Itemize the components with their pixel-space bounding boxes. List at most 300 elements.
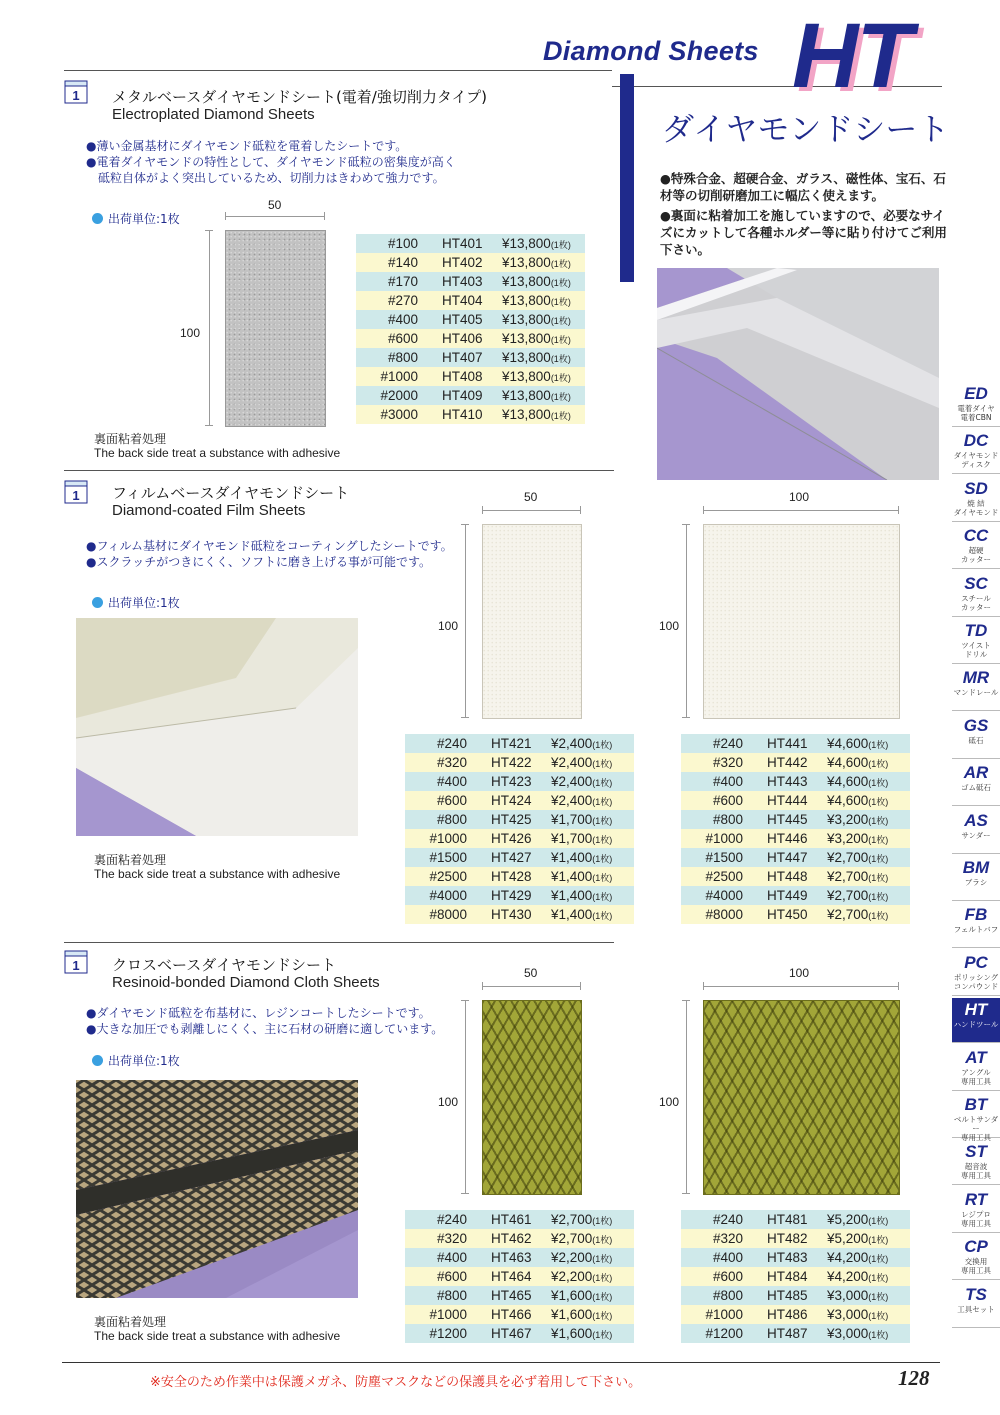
grit-cell: #800 <box>356 348 418 367</box>
price-cell <box>494 367 585 386</box>
code-cell: HT446 <box>743 829 819 848</box>
code-cell: HT401 <box>418 234 494 253</box>
price-unit: (1枚) <box>550 259 571 269</box>
price-cell <box>543 848 634 867</box>
sidebar-code: HT <box>964 1000 988 1020</box>
price-value: ¥1,600 <box>551 1326 593 1341</box>
dim-line <box>686 1000 687 1194</box>
grit-cell: #800 <box>681 1286 743 1305</box>
section-rule <box>64 942 614 943</box>
grit-cell: #1500 <box>681 848 743 867</box>
dim-tick <box>482 506 483 514</box>
sidebar-item-ht[interactable] <box>952 998 1000 1043</box>
code-cell: HT442 <box>743 753 819 772</box>
price-row <box>681 1248 910 1267</box>
code-cell: HT483 <box>743 1248 819 1267</box>
film-photo <box>76 618 358 836</box>
desc-line: ●薄い金属基材にダイヤモンド砥粒を電着したシートです。 <box>86 139 408 153</box>
price-unit: (1枚) <box>550 411 571 421</box>
desc-line: ●大きな加圧でも剥離しにくく、主に石材の研磨に適しています。 <box>86 1022 444 1036</box>
grit-cell: #400 <box>356 310 418 329</box>
section-number: 1 <box>72 488 80 503</box>
bullet-dot-icon <box>92 1055 103 1066</box>
dim-tick <box>682 717 690 718</box>
price-row <box>356 234 585 253</box>
price-value: ¥13,800 <box>502 293 551 308</box>
price-unit: (1枚) <box>868 892 889 902</box>
section-title-en: Electroplated Diamond Sheets <box>112 106 315 123</box>
price-unit: (1枚) <box>868 1330 889 1340</box>
grit-cell: #320 <box>405 1229 467 1248</box>
backside-note-jp: 裏面粘着処理 <box>94 853 167 867</box>
code-cell: HT448 <box>743 867 819 886</box>
price-unit: (1枚) <box>868 1273 889 1283</box>
code-cell: HT405 <box>418 310 494 329</box>
sidebar-item-pc[interactable] <box>952 951 1000 996</box>
price-row <box>405 1324 634 1343</box>
sidebar-item-bm[interactable] <box>952 856 1000 901</box>
sample-sheet-cloth <box>482 1000 582 1195</box>
section-description <box>86 1005 466 1037</box>
grit-cell: #4000 <box>681 886 743 905</box>
price-value: ¥4,600 <box>827 793 869 808</box>
grit-cell: #800 <box>405 1286 467 1305</box>
sidebar-item-st[interactable] <box>952 1140 1000 1185</box>
grit-cell: #2500 <box>405 867 467 886</box>
shipping-unit-text: 出荷単位:1枚 <box>108 596 180 610</box>
price-row <box>405 753 634 772</box>
price-unit: (1枚) <box>868 797 889 807</box>
sidebar-label: ゴム砥石 <box>961 783 991 793</box>
price-cell <box>494 291 585 310</box>
dim-line <box>703 986 899 987</box>
code-cell: HT428 <box>467 867 543 886</box>
sidebar-item-fb[interactable] <box>952 903 1000 948</box>
grit-cell: #1200 <box>405 1324 467 1343</box>
grit-cell: #8000 <box>405 905 467 924</box>
page-number: 128 <box>898 1366 930 1390</box>
grit-cell: #320 <box>681 1229 743 1248</box>
price-unit: (1枚) <box>592 911 613 921</box>
section-description <box>86 538 466 570</box>
sidebar-item-ar[interactable] <box>952 761 1000 806</box>
grit-cell: #600 <box>405 791 467 810</box>
code-cell: HT407 <box>418 348 494 367</box>
price-unit: (1枚) <box>868 835 889 845</box>
price-cell <box>494 253 585 272</box>
price-value: ¥2,400 <box>551 774 593 789</box>
code-cell: HT424 <box>467 791 543 810</box>
section-title-en: Diamond-coated Film Sheets <box>112 502 306 519</box>
price-value: ¥3,000 <box>827 1326 869 1341</box>
grit-cell: #600 <box>405 1267 467 1286</box>
price-cell <box>543 905 634 924</box>
price-unit: (1枚) <box>550 316 571 326</box>
dim-tick <box>205 230 213 231</box>
code-cell: HT485 <box>743 1286 819 1305</box>
sidebar-item-ed[interactable] <box>952 382 1000 427</box>
price-cell <box>543 829 634 848</box>
price-row <box>681 886 910 905</box>
sidebar-label: 超音波 専用工具 <box>961 1162 991 1181</box>
grit-cell: #1200 <box>681 1324 743 1343</box>
sidebar-code: ST <box>965 1142 987 1162</box>
price-cell <box>543 1210 634 1229</box>
code-cell: HT487 <box>743 1324 819 1343</box>
code-cell: HT444 <box>743 791 819 810</box>
price-cell <box>819 1229 910 1248</box>
price-value: ¥13,800 <box>502 312 551 327</box>
code-cell: HT406 <box>418 329 494 348</box>
price-row <box>681 1267 910 1286</box>
dim-tick <box>682 1193 690 1194</box>
sidebar-label: スチール カッター <box>961 593 991 612</box>
sidebar-item-as[interactable] <box>952 809 1000 854</box>
grit-cell: #100 <box>356 234 418 253</box>
sidebar-label: アングル 専用工具 <box>961 1067 991 1086</box>
footer-rule <box>62 1362 940 1363</box>
section-description <box>86 138 566 186</box>
sidebar-label: ダイヤモンド ディスク <box>953 451 999 470</box>
price-cell <box>819 1248 910 1267</box>
section-number: 1 <box>72 88 80 103</box>
dim-width: 100 <box>789 490 810 504</box>
bullet-dot-icon <box>92 597 103 608</box>
price-value: ¥2,400 <box>551 755 593 770</box>
sidebar-code: BM <box>962 858 990 877</box>
price-unit: (1枚) <box>868 778 889 788</box>
grit-cell: #240 <box>405 734 467 753</box>
desc-line: ●電着ダイヤモンドの特性として、ダイヤモンド砥粒の密集度が高く <box>86 155 456 169</box>
price-value: ¥4,600 <box>827 774 869 789</box>
backside-note-jp: 裏面粘着処理 <box>94 432 167 446</box>
price-row <box>681 848 910 867</box>
sidebar-label: ハンドツール <box>953 1020 999 1030</box>
price-row <box>681 1324 910 1343</box>
price-row <box>356 386 585 405</box>
code-cell: HT462 <box>467 1229 543 1248</box>
code-cell: HT463 <box>467 1248 543 1267</box>
price-table <box>405 1210 634 1343</box>
price-unit: (1枚) <box>868 1235 889 1245</box>
price-row <box>405 1267 634 1286</box>
dim-line <box>482 510 581 511</box>
sidebar-item-bt[interactable] <box>952 1093 1000 1142</box>
price-table <box>405 734 634 924</box>
sidebar-item-gs[interactable] <box>952 714 1000 759</box>
price-unit: (1枚) <box>592 740 613 750</box>
feature-bullet: ●裏面に粘着加工を施していますので、必要なサイズにカットして各種ホルダー等に貼り付けてご利用下さい。 <box>660 208 947 257</box>
price-cell <box>543 1286 634 1305</box>
code-cell: HT443 <box>743 772 819 791</box>
price-unit: (1枚) <box>592 1311 613 1321</box>
price-unit: (1枚) <box>592 1330 613 1340</box>
code-cell: HT441 <box>743 734 819 753</box>
price-unit: (1枚) <box>592 1235 613 1245</box>
price-cell <box>543 1248 634 1267</box>
price-unit: (1枚) <box>592 778 613 788</box>
grit-cell: #600 <box>356 329 418 348</box>
sidebar-label: 交換用 専用工具 <box>961 1257 991 1276</box>
sidebar-item-td[interactable] <box>952 619 1000 664</box>
code-cell: HT421 <box>467 734 543 753</box>
price-cell <box>819 905 910 924</box>
price-row <box>405 1305 634 1324</box>
price-value: ¥3,000 <box>827 1288 869 1303</box>
price-cell <box>819 1210 910 1229</box>
section-number-icon <box>64 480 88 502</box>
price-value: ¥2,400 <box>551 793 593 808</box>
sidebar-code: SD <box>964 478 988 498</box>
sidebar-label: ブラシ <box>964 878 988 887</box>
price-cell <box>494 405 585 424</box>
price-cell <box>494 386 585 405</box>
code-cell: HT404 <box>418 291 494 310</box>
price-cell <box>819 810 910 829</box>
price-table <box>681 734 910 924</box>
price-cell <box>543 772 634 791</box>
sidebar-label: 砥石 <box>968 735 984 745</box>
sidebar-item-dc[interactable] <box>952 429 1000 474</box>
sidebar-item-cc[interactable] <box>952 524 1000 569</box>
price-unit: (1枚) <box>550 297 571 307</box>
code-cell: HT409 <box>418 386 494 405</box>
sample-sheet-cloth-large <box>703 1000 900 1195</box>
dim-tick <box>461 524 469 525</box>
code-cell: HT449 <box>743 886 819 905</box>
price-row <box>681 905 910 924</box>
sidebar-code: PC <box>964 952 988 972</box>
price-unit: (1枚) <box>592 797 613 807</box>
price-value: ¥13,800 <box>502 255 551 270</box>
section-number-icon <box>64 80 88 102</box>
price-unit: (1枚) <box>868 873 889 883</box>
section-title-jp: フィルムベースダイヤモンドシート <box>112 484 350 502</box>
price-value: ¥4,200 <box>827 1269 869 1284</box>
code-cell: HT430 <box>467 905 543 924</box>
price-row <box>681 791 910 810</box>
dim-tick <box>703 982 704 990</box>
dim-width: 50 <box>524 490 538 504</box>
product-title-jp: ダイヤモンドシート <box>662 110 950 148</box>
sidebar-label: サンダー <box>961 830 991 840</box>
shipping-unit-text: 出荷単位:1枚 <box>108 212 180 226</box>
price-value: ¥5,200 <box>827 1212 869 1227</box>
price-unit: (1枚) <box>550 335 571 345</box>
dim-line <box>225 216 325 217</box>
grit-cell: #400 <box>405 772 467 791</box>
price-cell <box>819 829 910 848</box>
dim-line <box>482 986 581 987</box>
price-cell <box>543 753 634 772</box>
price-value: ¥2,700 <box>827 888 869 903</box>
price-row <box>356 405 585 424</box>
sidebar-item-sd[interactable] <box>952 477 1000 522</box>
desc-line: ●スクラッチがつきにくく、ソフトに磨き上げる事が可能です。 <box>86 555 432 569</box>
price-table <box>356 234 585 424</box>
price-row <box>356 253 585 272</box>
hero-photo <box>657 268 939 480</box>
price-unit: (1枚) <box>868 911 889 921</box>
price-value: ¥13,800 <box>502 388 551 403</box>
shipping-unit-text: 出荷単位:1枚 <box>108 1054 180 1068</box>
section-rule <box>64 470 614 471</box>
sample-sheet-film-large <box>703 524 900 719</box>
code-cell: HT425 <box>467 810 543 829</box>
grit-cell: #4000 <box>405 886 467 905</box>
price-row <box>356 367 585 386</box>
code-cell: HT447 <box>743 848 819 867</box>
price-cell <box>819 1286 910 1305</box>
feature-bullet: ●特殊合金、超硬合金、ガラス、磁性体、宝石、石材等の切削研磨加工に幅広く使えます。 <box>660 171 946 203</box>
desc-line: 砥粒自体がよく突出しているため、切削力はきわめて強力です。 <box>86 171 445 185</box>
cloth-photo <box>76 1080 358 1298</box>
desc-line: ●フィルム基材にダイヤモンド砥粒をコーティングしたシートです。 <box>86 539 453 553</box>
section-number-icon <box>64 950 88 972</box>
code-cell: HT403 <box>418 272 494 291</box>
price-value: ¥13,800 <box>502 274 551 289</box>
sidebar-code: DC <box>963 431 989 451</box>
price-value: ¥3,200 <box>827 812 869 827</box>
dim-line <box>209 230 210 426</box>
price-row <box>681 772 910 791</box>
code-cell: HT450 <box>743 905 819 924</box>
dim-width: 100 <box>789 966 810 980</box>
code-cell: HT467 <box>467 1324 543 1343</box>
price-row <box>405 867 634 886</box>
price-value: ¥13,800 <box>502 369 551 384</box>
dim-width: 50 <box>524 966 538 980</box>
safety-note: ※安全のため作業中は保護メガネ、防塵マスクなどの保護具を必ず着用して下さい。 <box>150 1375 642 1390</box>
feature-bullets <box>660 170 950 261</box>
price-row <box>681 829 910 848</box>
price-unit: (1枚) <box>592 835 613 845</box>
code-cell: HT481 <box>743 1210 819 1229</box>
desc-line: ●ダイヤモンド砥粒を布基材に、レジンコートしたシートです。 <box>86 1006 431 1020</box>
sidebar-label: ベルトサンダー 専用工具 <box>953 1115 999 1142</box>
grit-cell: #240 <box>405 1210 467 1229</box>
grit-cell: #1000 <box>405 1305 467 1324</box>
price-row <box>356 310 585 329</box>
sidebar-item-ts[interactable] <box>952 1283 1000 1328</box>
sidebar-item-mr[interactable] <box>952 666 1000 711</box>
price-unit: (1枚) <box>868 759 889 769</box>
price-cell <box>543 810 634 829</box>
price-value: ¥5,200 <box>827 1231 869 1246</box>
sidebar-code: GS <box>963 715 989 735</box>
grit-cell: #320 <box>405 753 467 772</box>
grit-cell: #1500 <box>405 848 467 867</box>
price-row <box>405 810 634 829</box>
price-unit: (1枚) <box>592 816 613 826</box>
sidebar-item-sc[interactable] <box>952 572 1000 617</box>
price-cell <box>819 867 910 886</box>
sidebar-code: MR <box>962 668 990 688</box>
dim-height: 100 <box>438 1095 459 1109</box>
accent-bar <box>620 74 634 282</box>
price-unit: (1枚) <box>550 278 571 288</box>
bullet-dot-icon <box>92 213 103 224</box>
sidebar-label: ポリッシング コンパウンド <box>953 972 999 991</box>
price-row <box>405 734 634 753</box>
price-row <box>356 348 585 367</box>
dim-tick <box>461 1000 469 1001</box>
grit-cell: #400 <box>405 1248 467 1267</box>
price-cell <box>819 1305 910 1324</box>
section-title-jp: クロスベースダイヤモンドシート <box>112 956 336 974</box>
code-cell: HT429 <box>467 886 543 905</box>
grit-cell: #800 <box>405 810 467 829</box>
shipping-unit <box>92 594 180 611</box>
grit-cell: #1000 <box>356 367 418 386</box>
code-cell: HT423 <box>467 772 543 791</box>
price-unit: (1枚) <box>592 759 613 769</box>
price-row <box>405 1210 634 1229</box>
price-unit: (1枚) <box>550 373 571 383</box>
code-cell: HT464 <box>467 1267 543 1286</box>
price-value: ¥2,700 <box>827 869 869 884</box>
price-value: ¥3,000 <box>827 1307 869 1322</box>
price-unit: (1枚) <box>592 1254 613 1264</box>
code-cell: HT410 <box>418 405 494 424</box>
code-cell: HT445 <box>743 810 819 829</box>
grit-cell: #240 <box>681 1210 743 1229</box>
price-value: ¥1,400 <box>551 907 593 922</box>
dim-line <box>703 510 899 511</box>
sidebar-code: TS <box>965 1284 987 1304</box>
sidebar-label: 工具セット <box>957 1304 995 1314</box>
dim-line <box>465 1000 466 1194</box>
price-unit: (1枚) <box>550 354 571 364</box>
grit-cell: #2500 <box>681 867 743 886</box>
shipping-unit <box>92 210 180 227</box>
price-unit: (1枚) <box>868 1292 889 1302</box>
dim-height: 100 <box>659 1095 680 1109</box>
price-row <box>356 329 585 348</box>
sidebar-code: AR <box>963 763 989 783</box>
sample-sheet-film <box>482 524 582 719</box>
grit-cell: #400 <box>681 772 743 791</box>
grit-cell: #270 <box>356 291 418 310</box>
price-value: ¥3,200 <box>827 831 869 846</box>
price-cell <box>543 1324 634 1343</box>
code-cell: HT427 <box>467 848 543 867</box>
sidebar-item-rt[interactable] <box>952 1188 1000 1233</box>
price-row <box>681 753 910 772</box>
price-cell <box>819 1324 910 1343</box>
price-cell <box>494 272 585 291</box>
dim-tick <box>898 982 899 990</box>
sidebar-label: 焼 結 ダイヤモンド <box>953 498 999 517</box>
price-row <box>681 1210 910 1229</box>
grit-cell: #400 <box>681 1248 743 1267</box>
price-unit: (1枚) <box>592 854 613 864</box>
sidebar-label: マンドレール <box>953 688 999 698</box>
price-value: ¥1,400 <box>551 888 593 903</box>
price-row <box>405 829 634 848</box>
sidebar-item-at[interactable] <box>952 1046 1000 1091</box>
sidebar-item-cp[interactable] <box>952 1235 1000 1280</box>
grit-cell: #170 <box>356 272 418 291</box>
sidebar-code: BT <box>964 1095 988 1114</box>
dim-height: 100 <box>180 326 201 340</box>
price-value: ¥13,800 <box>502 407 551 422</box>
code-cell: HT426 <box>467 829 543 848</box>
dim-tick <box>682 1000 690 1001</box>
price-cell <box>543 1229 634 1248</box>
price-cell <box>494 310 585 329</box>
price-value: ¥1,600 <box>551 1307 593 1322</box>
